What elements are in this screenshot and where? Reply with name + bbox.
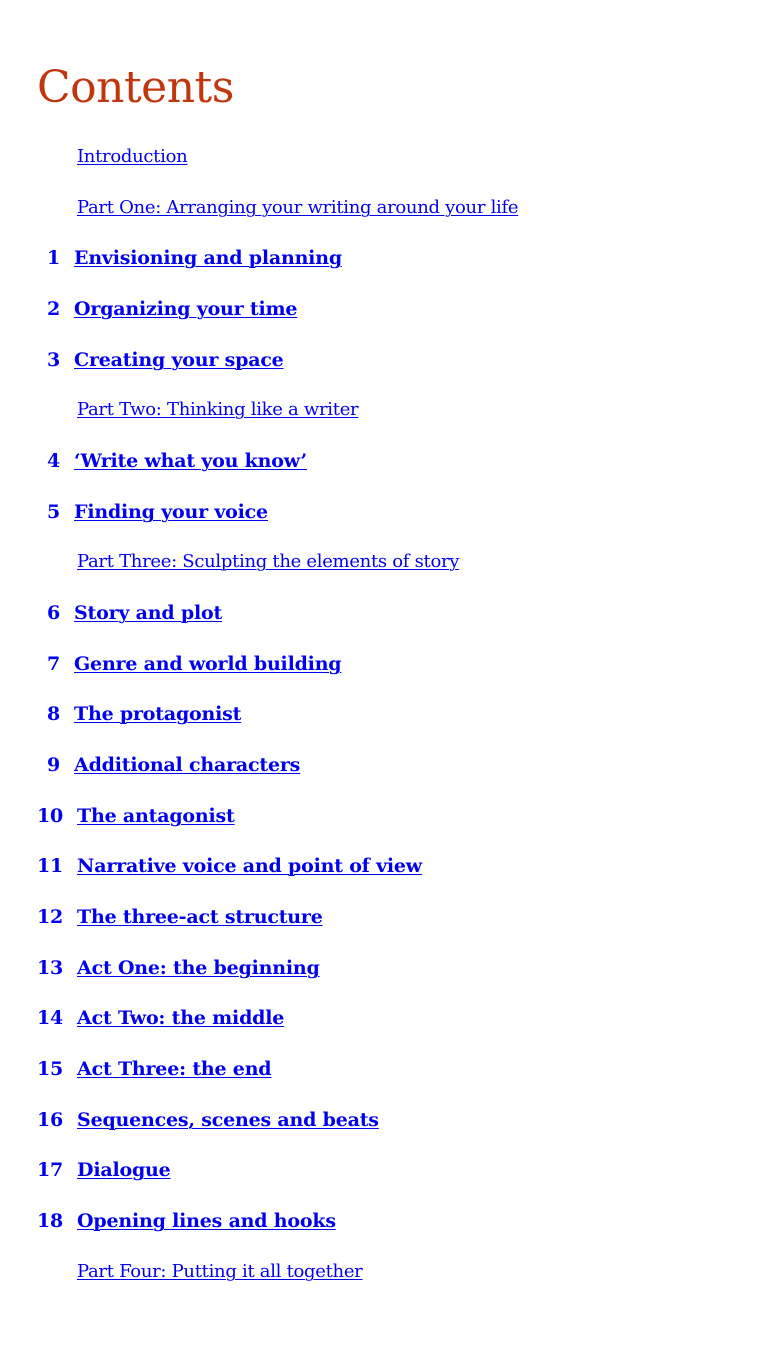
chapter-title: Story and plot bbox=[74, 602, 223, 624]
toc-link-chapter-10[interactable] bbox=[37, 801, 235, 831]
chapter-number: 3 bbox=[47, 349, 61, 371]
chapter-title: Dialogue bbox=[77, 1159, 171, 1181]
toc-link-label: Part Four: Putting it all together bbox=[77, 1261, 363, 1282]
toc-link-chapter-14[interactable] bbox=[37, 1003, 284, 1033]
toc-link-chapter-16[interactable] bbox=[37, 1105, 379, 1135]
toc-link-chapter-4[interactable] bbox=[47, 446, 307, 476]
chapter-number: 6 bbox=[47, 602, 61, 624]
toc-link-chapter-2[interactable] bbox=[47, 294, 297, 324]
toc-link-introduction[interactable] bbox=[77, 142, 187, 172]
toc-link-chapter-6[interactable] bbox=[47, 598, 222, 628]
chapter-title: Opening lines and hooks bbox=[77, 1210, 336, 1232]
chapter-title: Act One: the beginning bbox=[77, 957, 320, 979]
chapter-title: Genre and world building bbox=[74, 653, 342, 675]
toc-link-label: Part Two: Thinking like a writer bbox=[77, 399, 359, 420]
chapter-number: 17 bbox=[37, 1159, 64, 1181]
toc-link-chapter-7[interactable] bbox=[47, 649, 341, 679]
chapter-number: 7 bbox=[47, 653, 61, 675]
chapter-number: 5 bbox=[47, 501, 61, 523]
toc-link-label: Introduction bbox=[77, 146, 188, 167]
toc-link-chapter-13[interactable] bbox=[37, 953, 320, 983]
chapter-number: 13 bbox=[37, 957, 64, 979]
chapter-title: Act Three: the end bbox=[77, 1058, 272, 1080]
chapter-title: Sequences, scenes and beats bbox=[77, 1109, 379, 1131]
chapter-title: ‘Write what you know’ bbox=[74, 450, 307, 472]
chapter-number: 4 bbox=[47, 450, 61, 472]
toc-link-chapter-12[interactable] bbox=[37, 902, 323, 932]
chapter-number: 9 bbox=[47, 754, 61, 776]
toc-link-label: Part One: Arranging your writing around your life bbox=[77, 197, 519, 218]
chapter-title: The protagonist bbox=[74, 703, 242, 725]
chapter-number: 8 bbox=[47, 703, 61, 725]
toc-link-chapter-17[interactable] bbox=[37, 1155, 171, 1185]
toc-link-chapter-18[interactable] bbox=[37, 1206, 336, 1236]
chapter-number: 12 bbox=[37, 906, 64, 928]
chapter-title: Narrative voice and point of view bbox=[77, 855, 422, 877]
chapter-title: The antagonist bbox=[77, 805, 235, 827]
chapter-title: Organizing your time bbox=[74, 298, 298, 320]
chapter-title: Creating your space bbox=[74, 349, 284, 371]
chapter-title: Act Two: the middle bbox=[77, 1007, 285, 1029]
chapter-number: 16 bbox=[37, 1109, 64, 1131]
chapter-number: 11 bbox=[37, 855, 64, 877]
toc-link-chapter-3[interactable] bbox=[47, 345, 284, 375]
chapter-number: 15 bbox=[37, 1058, 64, 1080]
toc-link-chapter-11[interactable] bbox=[37, 851, 422, 881]
chapter-number: 14 bbox=[37, 1007, 64, 1029]
chapter-title: Envisioning and planning bbox=[74, 247, 342, 269]
chapter-number: 10 bbox=[37, 805, 64, 827]
toc-link-part-one[interactable] bbox=[77, 193, 518, 223]
toc-link-chapter-5[interactable] bbox=[47, 497, 268, 527]
chapter-number: 2 bbox=[47, 298, 61, 320]
chapter-number: 18 bbox=[37, 1210, 64, 1232]
chapter-title: Additional characters bbox=[74, 754, 301, 776]
chapter-number: 1 bbox=[47, 247, 61, 269]
toc-link-part-two[interactable] bbox=[77, 395, 358, 425]
chapter-title: Finding your voice bbox=[74, 501, 268, 523]
toc-link-label: Part Three: Sculpting the elements of story bbox=[77, 551, 460, 572]
toc-link-chapter-9[interactable] bbox=[47, 750, 300, 780]
toc-link-chapter-15[interactable] bbox=[37, 1054, 271, 1084]
page-title: Contents bbox=[37, 62, 234, 113]
chapter-title: The three-act structure bbox=[77, 906, 323, 928]
toc-link-chapter-8[interactable] bbox=[47, 699, 241, 729]
toc-link-chapter-1[interactable] bbox=[47, 243, 342, 273]
toc-link-part-four[interactable] bbox=[77, 1257, 363, 1287]
toc-link-part-three[interactable] bbox=[77, 547, 459, 577]
